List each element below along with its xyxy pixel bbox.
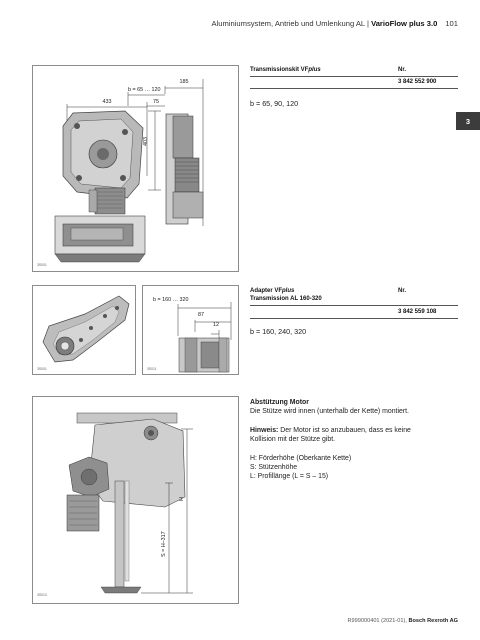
b-values-kit: b = 65, 90, 120 — [250, 99, 299, 108]
hint-text-cont: Kollision mit der Stütze gibt. — [250, 436, 336, 444]
figure-ref: 3S011 — [147, 367, 157, 371]
figure-adapter-side — [142, 285, 239, 375]
figure-ref: 3S001 — [37, 367, 47, 371]
table-rule — [250, 76, 458, 77]
order-number[interactable]: 3 842 559 108 — [398, 309, 437, 315]
footer-company: Bosch Rexroth AG — [408, 618, 458, 624]
header-product: VarioFlow plus 3.0 — [371, 19, 438, 28]
dim-h: H — [179, 497, 185, 501]
table-rule — [250, 88, 458, 89]
figure-ref: 3S013 — [37, 593, 47, 597]
col-nr: Nr. — [398, 67, 407, 73]
page-number: 101 — [445, 19, 458, 28]
support-heading: Abstützung Motor — [250, 399, 309, 406]
dim-s: S = H–317 — [161, 531, 167, 557]
order-number[interactable]: 3 842 552 900 — [398, 79, 437, 85]
dim-75: 75 — [153, 99, 159, 105]
table-adapter — [250, 288, 458, 322]
col-name-italic: plus — [308, 67, 321, 73]
figure-adapter-plate — [32, 285, 136, 375]
hint-label: Hinweis: — [250, 426, 279, 434]
figure-transmission-kit — [32, 65, 239, 272]
col-name: Adapter VF — [250, 288, 283, 294]
table-header — [250, 67, 458, 73]
dim-b-range: b = 65 … 120 — [128, 87, 161, 93]
figure-ref: 3S001 — [37, 263, 47, 267]
header-title: Aluminiumsystem, Antrieb und Umlenkung AL | — [211, 19, 372, 28]
col-name: Transmissionskit VF — [250, 67, 309, 73]
table-rule — [250, 318, 458, 319]
table-rule — [250, 305, 458, 306]
table-header — [250, 288, 458, 294]
dim-87: 87 — [198, 312, 204, 318]
figure-motor-support — [32, 396, 239, 604]
dim-433: 433 — [102, 99, 112, 105]
support-text — [250, 398, 462, 482]
dim-403: 403 — [143, 137, 149, 146]
adapter-plate-drawing — [33, 286, 136, 375]
legend-h: H: Förderhöhe (Oberkante Kette) — [250, 454, 352, 462]
dim-b-range-adapter: b = 160 … 320 — [153, 297, 189, 303]
col-nr: Nr. — [398, 288, 407, 294]
dim-12: 12 — [213, 322, 219, 328]
hint-line — [250, 426, 462, 435]
page-header — [212, 19, 458, 28]
legend-s: S: Stützenhöhe — [250, 464, 298, 472]
col-name-line2: Transmission AL 160-320 — [250, 296, 322, 302]
legend-l: L: Profillänge (L = S – 15) — [250, 473, 329, 481]
footer-doc: R999000401 (2021-01), — [347, 618, 409, 624]
chapter-tab[interactable] — [456, 112, 480, 130]
page-footer — [348, 618, 459, 624]
table-transmission-kit — [250, 67, 458, 97]
hint-text: Der Motor ist so anzubauen, dass es keine — [278, 426, 411, 434]
motor-support-drawing — [33, 397, 239, 604]
dim-185: 185 — [179, 79, 189, 85]
transmission-kit-drawing — [33, 66, 239, 272]
b-values-adapter: b = 160, 240, 320 — [250, 327, 307, 336]
support-line: Die Stütze wird innen (unterhalb der Kette) montiert. — [250, 408, 409, 416]
col-name-italic: plus — [282, 288, 295, 294]
chapter-number: 3 — [465, 116, 471, 126]
